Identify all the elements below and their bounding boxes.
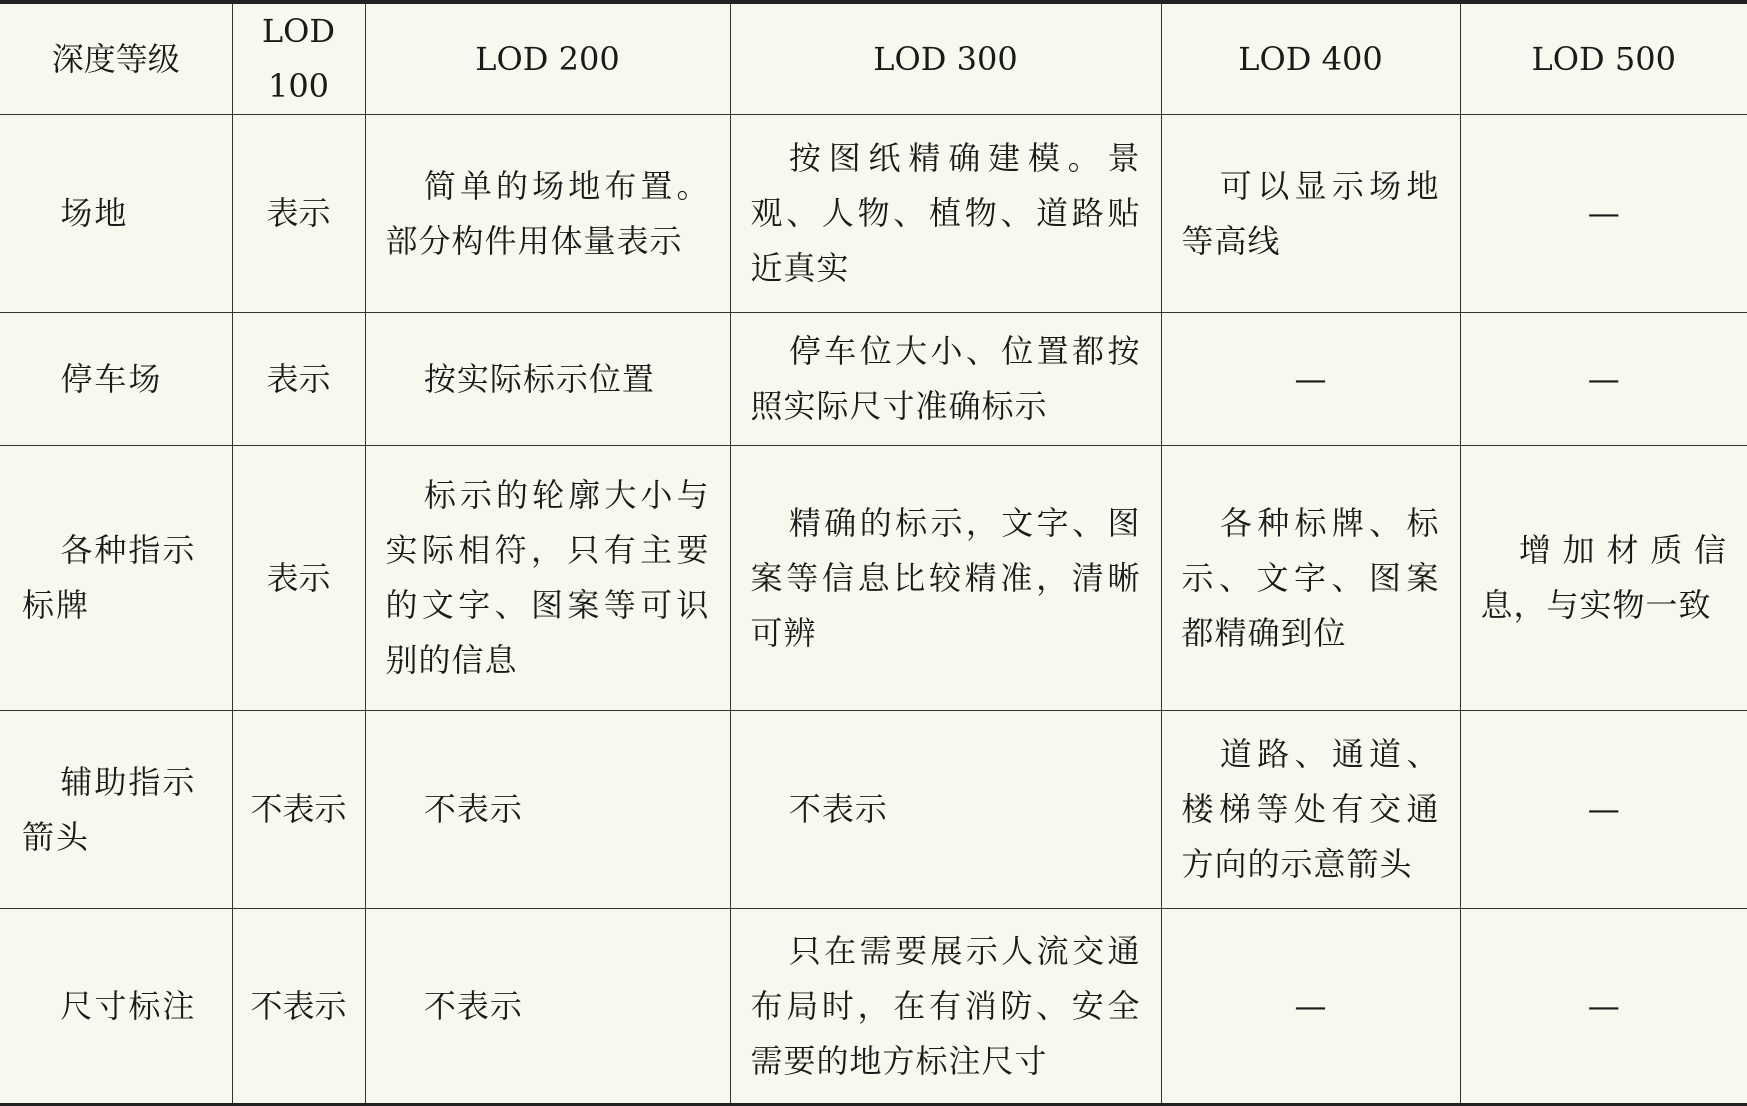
cell-lod-300: 不表示	[730, 711, 1161, 909]
cell-lod-300: 精确的标示，文字、图案等信息比较精准，清晰可辨	[730, 446, 1161, 711]
cell-lod-100: 表示	[232, 313, 365, 446]
cell-lod-100: 表示	[232, 115, 365, 313]
cell-lod-100: 表示	[232, 446, 365, 711]
cell-lod-300: 按图纸精确建模。景观、人物、植物、道路贴近真实	[730, 115, 1161, 313]
cell-lod-200: 简单的场地布置。部分构件用体量表示	[365, 115, 730, 313]
table-row	[0, 446, 1747, 711]
cell-lod-500: —	[1460, 115, 1747, 313]
cell-lod-200: 不表示	[365, 711, 730, 909]
cell-lod-300: 只在需要展示人流交通布局时，在有消防、安全需要的地方标注尺寸	[730, 909, 1161, 1105]
table-row	[0, 115, 1747, 313]
table-row	[0, 909, 1747, 1105]
cell-lod-200: 不表示	[365, 909, 730, 1105]
header-depth-level: 深度等级	[0, 2, 232, 115]
cell-lod-100: 不表示	[232, 711, 365, 909]
table-row	[0, 313, 1747, 446]
header-lod-400: LOD 400	[1161, 2, 1460, 115]
cell-lod-200: 按实际标示位置	[365, 313, 730, 446]
cell-lod-300: 停车位大小、位置都按照实际尺寸准确标示	[730, 313, 1161, 446]
row-label: 尺寸标注	[0, 909, 232, 1105]
cell-lod-400: 道路、通道、楼梯等处有交通方向的示意箭头	[1161, 711, 1460, 909]
cell-lod-500: —	[1460, 313, 1747, 446]
cell-lod-400: —	[1161, 313, 1460, 446]
header-lod-200: LOD 200	[365, 2, 730, 115]
cell-lod-200: 标示的轮廓大小与实际相符，只有主要的文字、图案等可识别的信息	[365, 446, 730, 711]
cell-lod-500: —	[1460, 711, 1747, 909]
row-label: 各种指示标牌	[0, 446, 232, 711]
header-lod-500: LOD 500	[1460, 2, 1747, 115]
row-label: 场地	[0, 115, 232, 313]
cell-lod-400: 可以显示场地等高线	[1161, 115, 1460, 313]
row-label: 辅助指示箭头	[0, 711, 232, 909]
header-lod-100: LOD 100	[232, 2, 365, 115]
table-row	[0, 711, 1747, 909]
header-lod-300: LOD 300	[730, 2, 1161, 115]
row-label: 停车场	[0, 313, 232, 446]
cell-lod-400: —	[1161, 909, 1460, 1105]
cell-lod-500: 增加材质信息，与实物一致	[1460, 446, 1747, 711]
cell-lod-500: —	[1460, 909, 1747, 1105]
header-row	[0, 2, 1747, 115]
cell-lod-100: 不表示	[232, 909, 365, 1105]
cell-lod-400: 各种标牌、标示、文字、图案都精确到位	[1161, 446, 1460, 711]
